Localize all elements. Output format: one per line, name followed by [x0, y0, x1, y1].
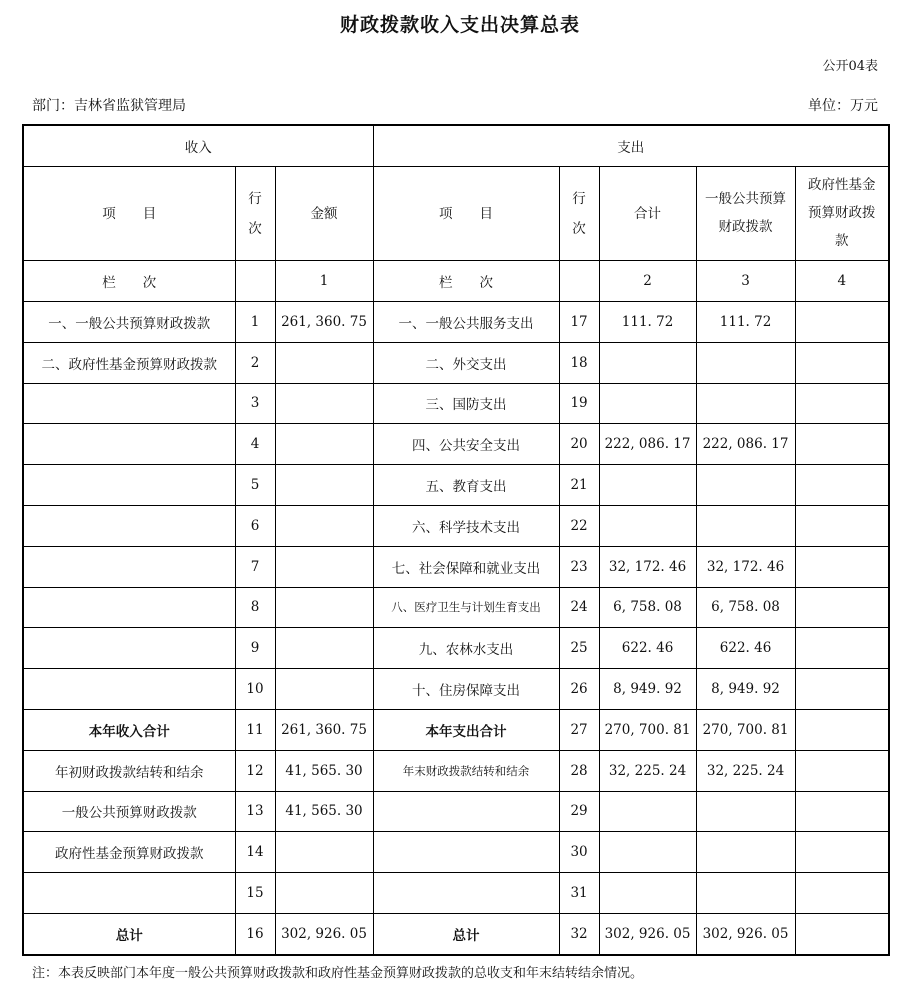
expense-item-cell: 九、农林水支出	[373, 628, 559, 669]
fund-budget-cell	[795, 465, 889, 506]
income-amount-cell: 302, 926. 05	[275, 913, 373, 954]
fund-budget-cell	[795, 750, 889, 791]
income-row-no-cell: 9	[235, 628, 275, 669]
income-item-cell: 一般公共预算财政拨款	[23, 791, 235, 832]
expense-total-cell: 8, 949. 92	[599, 669, 696, 710]
department-label: 部门：吉林省监狱管理局	[32, 98, 186, 114]
general-budget-cell	[696, 832, 795, 873]
expense-row-no-cell: 17	[559, 302, 599, 343]
income-amount-cell	[275, 342, 373, 383]
fund-budget-cell	[795, 383, 889, 424]
expense-item-cell: 五、教育支出	[373, 465, 559, 506]
expense-item-cell: 一、一般公共服务支出	[373, 302, 559, 343]
expense-total-cell: 622. 46	[599, 628, 696, 669]
income-item-cell: 政府性基金预算财政拨款	[23, 832, 235, 873]
table-row	[23, 302, 889, 343]
income-item-cell	[23, 465, 235, 506]
general-budget-cell: 6, 758. 08	[696, 587, 795, 628]
expense-item-cell: 四、公共安全支出	[373, 424, 559, 465]
fund-budget-cell	[795, 424, 889, 465]
expense-row-no-cell: 18	[559, 342, 599, 383]
income-item-cell: 总计	[23, 913, 235, 954]
income-item-cell: 一、一般公共预算财政拨款	[23, 302, 235, 343]
expense-row-no-cell: 29	[559, 791, 599, 832]
table-row	[23, 465, 889, 506]
income-item-cell: 本年收入合计	[23, 709, 235, 750]
table-row	[23, 342, 889, 383]
expense-item-cell: 总计	[373, 913, 559, 954]
income-amount-cell	[275, 383, 373, 424]
expense-row-no-cell: 24	[559, 587, 599, 628]
expense-total-cell: 270, 700. 81	[599, 709, 696, 750]
table-row	[23, 628, 889, 669]
expense-item-cell: 三、国防支出	[373, 383, 559, 424]
expense-total-cell: 111. 72	[599, 302, 696, 343]
column-index-2: 2	[599, 261, 696, 302]
income-amount-cell: 261, 360. 75	[275, 302, 373, 343]
expense-row-no-cell: 26	[559, 669, 599, 710]
fund-budget-header: 政府性基金预算财政拨款	[795, 167, 889, 261]
expense-row-no-cell: 25	[559, 628, 599, 669]
income-row-no-cell: 10	[235, 669, 275, 710]
expense-item-cell: 七、社会保障和就业支出	[373, 546, 559, 587]
general-budget-cell	[696, 383, 795, 424]
general-budget-cell: 32, 172. 46	[696, 546, 795, 587]
fund-budget-cell	[795, 342, 889, 383]
income-item-cell	[23, 873, 235, 914]
expense-row-no-cell: 23	[559, 546, 599, 587]
general-budget-header: 一般公共预算财政拨款	[696, 167, 795, 261]
expense-item-cell: 八、医疗卫生与计划生育支出	[373, 587, 559, 628]
income-item-cell: 年初财政拨款结转和结余	[23, 750, 235, 791]
table-row	[23, 832, 889, 873]
form-number: 公开04表	[822, 59, 878, 74]
income-header: 收入	[23, 125, 373, 167]
income-amount-cell: 41, 565. 30	[275, 791, 373, 832]
income-amount-cell	[275, 587, 373, 628]
income-row-no-cell: 2	[235, 342, 275, 383]
fund-budget-cell	[795, 709, 889, 750]
table-row	[23, 709, 889, 750]
table-row	[23, 505, 889, 546]
fund-budget-cell	[795, 832, 889, 873]
income-amount-cell	[275, 669, 373, 710]
expense-item-cell	[373, 832, 559, 873]
table-row	[23, 669, 889, 710]
table-row	[23, 791, 889, 832]
fund-budget-cell	[795, 546, 889, 587]
income-item-cell	[23, 505, 235, 546]
income-amount-cell	[275, 546, 373, 587]
expense-row-no-cell: 31	[559, 873, 599, 914]
column-header-row	[23, 167, 889, 261]
expense-row-no-cell: 21	[559, 465, 599, 506]
expense-item-cell: 年末财政拨款结转和结余	[373, 750, 559, 791]
expense-item-cell: 十、住房保障支出	[373, 669, 559, 710]
income-row-no-cell: 13	[235, 791, 275, 832]
table-row	[23, 750, 889, 791]
expense-total-cell: 6, 758. 08	[599, 587, 696, 628]
income-amount-cell	[275, 465, 373, 506]
budget-summary-table	[22, 124, 890, 956]
expense-total-cell: 302, 926. 05	[599, 913, 696, 954]
header-band-row	[23, 125, 889, 167]
expense-header: 支出	[373, 125, 889, 167]
fund-budget-cell	[795, 505, 889, 546]
expense-total-cell	[599, 383, 696, 424]
table-row	[23, 913, 889, 954]
fund-budget-cell	[795, 669, 889, 710]
income-item-cell	[23, 424, 235, 465]
income-row-no-cell: 5	[235, 465, 275, 506]
general-budget-cell: 8, 949. 92	[696, 669, 795, 710]
income-item-header: 项 目	[23, 167, 235, 261]
income-lanci-label: 栏 次	[23, 261, 235, 302]
general-budget-cell	[696, 505, 795, 546]
income-row-no-cell: 11	[235, 709, 275, 750]
general-budget-cell	[696, 791, 795, 832]
fund-budget-cell	[795, 587, 889, 628]
income-amount-cell	[275, 505, 373, 546]
expense-row-no-cell: 28	[559, 750, 599, 791]
income-item-cell	[23, 383, 235, 424]
expense-row-no-header: 行次	[559, 167, 599, 261]
expense-total-cell	[599, 832, 696, 873]
expense-row-no-cell: 19	[559, 383, 599, 424]
fund-budget-cell	[795, 913, 889, 954]
income-amount-cell	[275, 424, 373, 465]
general-budget-cell	[696, 465, 795, 506]
general-budget-cell: 222, 086. 17	[696, 424, 795, 465]
expense-row-no-cell: 30	[559, 832, 599, 873]
table-row	[23, 424, 889, 465]
expense-lanci-label: 栏 次	[373, 261, 559, 302]
income-row-no-cell: 7	[235, 546, 275, 587]
general-budget-cell: 302, 926. 05	[696, 913, 795, 954]
income-row-no-cell: 3	[235, 383, 275, 424]
income-row-no-cell: 14	[235, 832, 275, 873]
table-row	[23, 587, 889, 628]
fund-budget-cell	[795, 628, 889, 669]
footnote: 注：本表反映部门本年度一般公共预算财政拨款和政府性基金预算财政拨款的总收支和年末结转结余情况。	[32, 966, 644, 981]
column-index-1: 1	[275, 261, 373, 302]
income-row-no-cell: 4	[235, 424, 275, 465]
fund-budget-cell	[795, 873, 889, 914]
column-index-row	[23, 261, 889, 302]
income-item-cell	[23, 669, 235, 710]
income-row-no-cell: 6	[235, 505, 275, 546]
general-budget-cell: 32, 225. 24	[696, 750, 795, 791]
expense-total-cell	[599, 342, 696, 383]
income-item-cell	[23, 546, 235, 587]
income-amount-header: 金额	[275, 167, 373, 261]
table-row	[23, 873, 889, 914]
general-budget-cell: 622. 46	[696, 628, 795, 669]
income-row-no-cell: 15	[235, 873, 275, 914]
expense-item-cell	[373, 873, 559, 914]
general-budget-cell	[696, 342, 795, 383]
fund-budget-cell	[795, 302, 889, 343]
expense-row-no-cell: 20	[559, 424, 599, 465]
income-amount-cell: 41, 565. 30	[275, 750, 373, 791]
income-amount-cell	[275, 832, 373, 873]
expense-item-cell: 六、科学技术支出	[373, 505, 559, 546]
expense-item-header: 项 目	[373, 167, 559, 261]
expense-total-cell: 32, 225. 24	[599, 750, 696, 791]
expense-total-cell	[599, 465, 696, 506]
income-row-no-cell: 16	[235, 913, 275, 954]
income-item-cell	[23, 628, 235, 669]
column-index-4: 4	[795, 261, 889, 302]
general-budget-cell: 270, 700. 81	[696, 709, 795, 750]
income-amount-cell	[275, 628, 373, 669]
general-budget-cell: 111. 72	[696, 302, 795, 343]
expense-item-cell	[373, 791, 559, 832]
expense-row-no-cell: 27	[559, 709, 599, 750]
income-row-no-cell: 12	[235, 750, 275, 791]
general-budget-cell	[696, 873, 795, 914]
expense-total-header: 合计	[599, 167, 696, 261]
column-index-3: 3	[696, 261, 795, 302]
income-row-no-header: 行次	[235, 167, 275, 261]
expense-item-cell: 本年支出合计	[373, 709, 559, 750]
fund-budget-cell	[795, 791, 889, 832]
expense-total-cell	[599, 505, 696, 546]
expense-item-cell: 二、外交支出	[373, 342, 559, 383]
expense-total-cell	[599, 791, 696, 832]
expense-row-no-cell: 22	[559, 505, 599, 546]
expense-total-cell	[599, 873, 696, 914]
expense-total-cell: 32, 172. 46	[599, 546, 696, 587]
expense-row-no-cell: 32	[559, 913, 599, 954]
income-amount-cell: 261, 360. 75	[275, 709, 373, 750]
income-row-no-cell: 8	[235, 587, 275, 628]
page-title: 财政拨款收入支出决算总表	[339, 14, 580, 36]
table-row	[23, 383, 889, 424]
income-item-cell	[23, 587, 235, 628]
table-row	[23, 546, 889, 587]
expense-total-cell: 222, 086. 17	[599, 424, 696, 465]
income-item-cell: 二、政府性基金预算财政拨款	[23, 342, 235, 383]
income-amount-cell	[275, 873, 373, 914]
unit-label: 单位：万元	[808, 98, 878, 114]
income-row-no-cell: 1	[235, 302, 275, 343]
